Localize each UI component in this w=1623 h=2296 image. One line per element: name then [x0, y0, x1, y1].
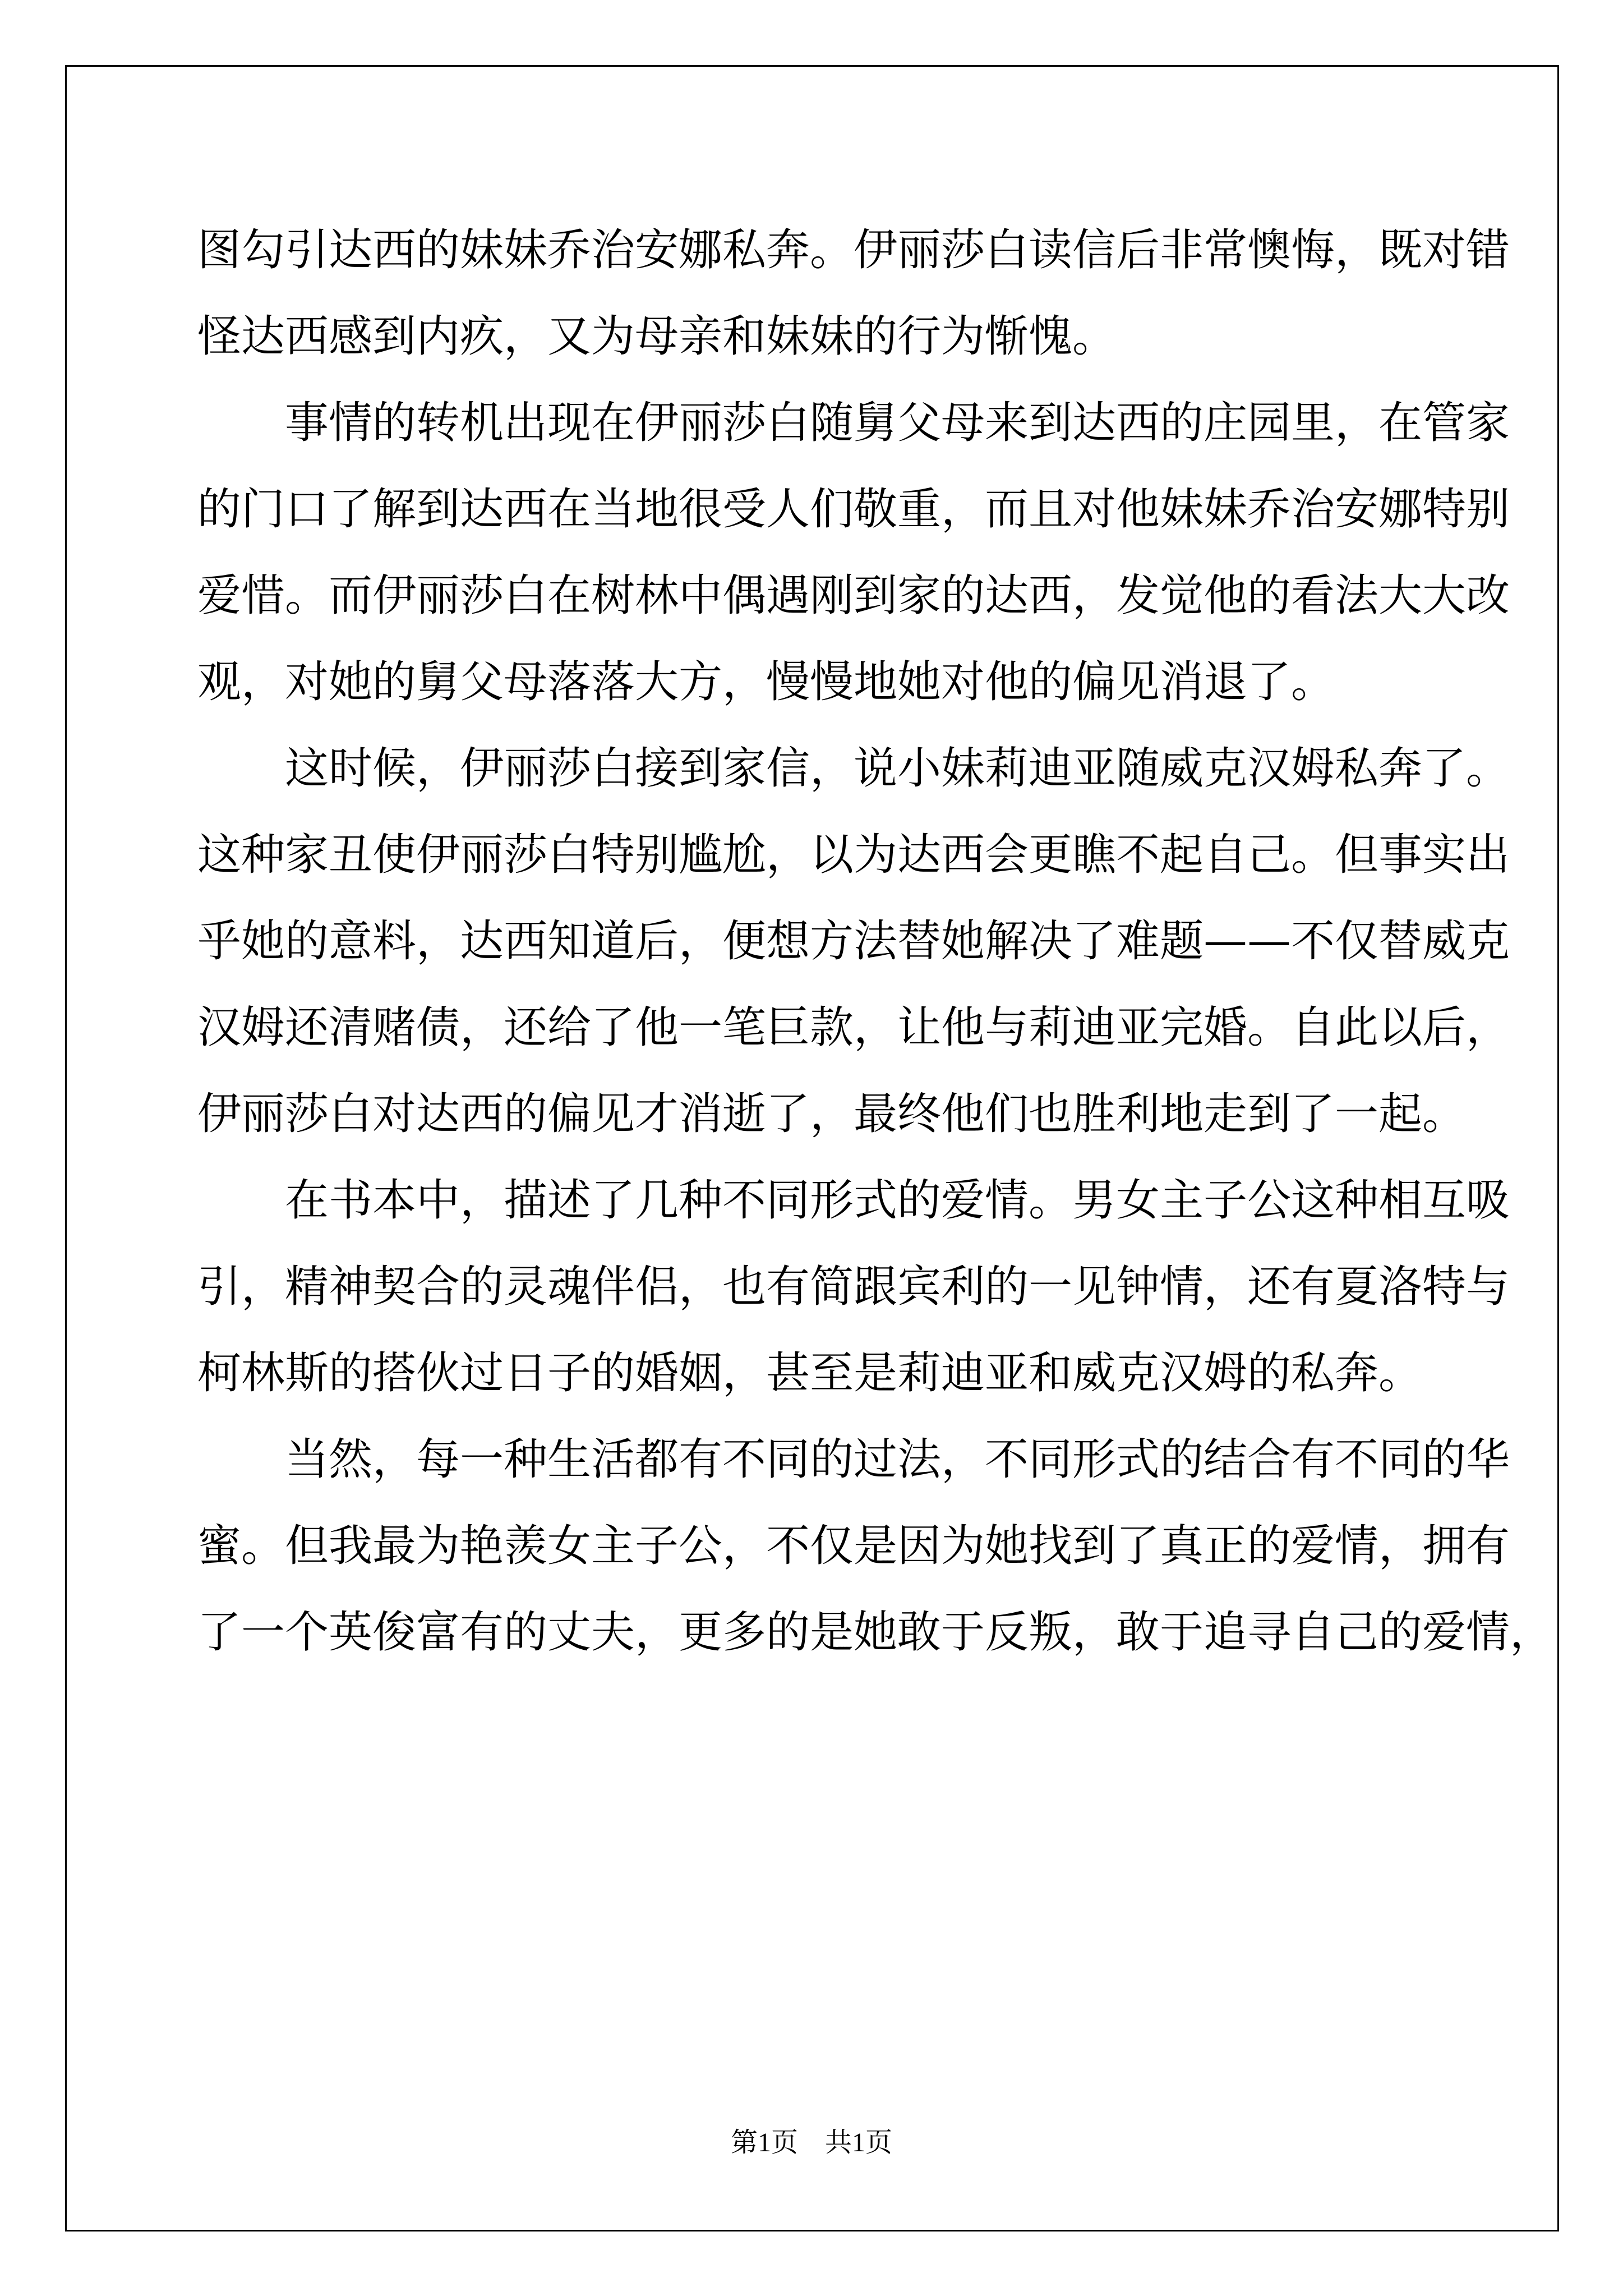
text-line: 引，精神契合的灵魂伴侣，也有简跟宾利的一见钟情，还有夏洛特与: [197, 1262, 1510, 1312]
text-line: 爱惜。而伊丽莎白在树林中偶遇刚到家的达西，发觉他的看法大大改: [197, 570, 1510, 621]
text-line: 在书本中，描述了几种不同形式的爱情。男女主子公这种相互吸: [285, 1175, 1510, 1226]
page-number-footer: 第1页 共1页: [730, 2128, 892, 2157]
text-line: 观，对她的舅父母落落大方，慢慢地她对他的偏见消退了。: [197, 657, 1335, 707]
text-line: 了一个英俊富有的丈夫，更多的是她敢于反叛，敢于追寻自己的爱情，: [197, 1607, 1554, 1658]
text-line: 当然，每一种生活都有不同的过法，不同形式的结合有不同的华: [285, 1434, 1510, 1485]
text-line: 图勾引达西的妹妹乔治安娜私奔。伊丽莎白读信后非常懊悔，既对错: [197, 225, 1510, 275]
text-line: 事情的转机出现在伊丽莎白随舅父母来到达西的庄园里，在管家: [285, 398, 1510, 448]
text-line: 汉姆还清赌债，还给了他一笔巨款，让他与莉迪亚完婚。自此以后，: [197, 1002, 1510, 1053]
text-line: 怪达西感到内疚，又为母亲和妹妹的行为惭愧。: [197, 311, 1117, 362]
document-body: [197, 207, 1554, 1676]
text-line: 柯林斯的搭伙过日子的婚姻，甚至是莉迪亚和威克汉姆的私奔。: [197, 1348, 1423, 1398]
text-line: 伊丽莎白对达西的偏见才消逝了，最终他们也胜利地走到了一起。: [197, 1089, 1467, 1139]
text-line: 这时候，伊丽莎白接到家信，说小妹莉迪亚随威克汉姆私奔了。: [285, 743, 1510, 794]
text-line: 蜜。但我最为艳羡女主子公，不仅是因为她找到了真正的爱情，拥有: [197, 1521, 1510, 1571]
text-line: 乎她的意料，达西知道后，便想方法替她解决了难题——不仅替威克: [197, 916, 1510, 967]
text-line: 这种家丑使伊丽莎白特别尴尬，以为达西会更瞧不起自己。但事实出: [197, 830, 1510, 880]
text-line: 的门口了解到达西在当地很受人们敬重，而且对他妹妹乔治安娜特别: [197, 484, 1510, 535]
